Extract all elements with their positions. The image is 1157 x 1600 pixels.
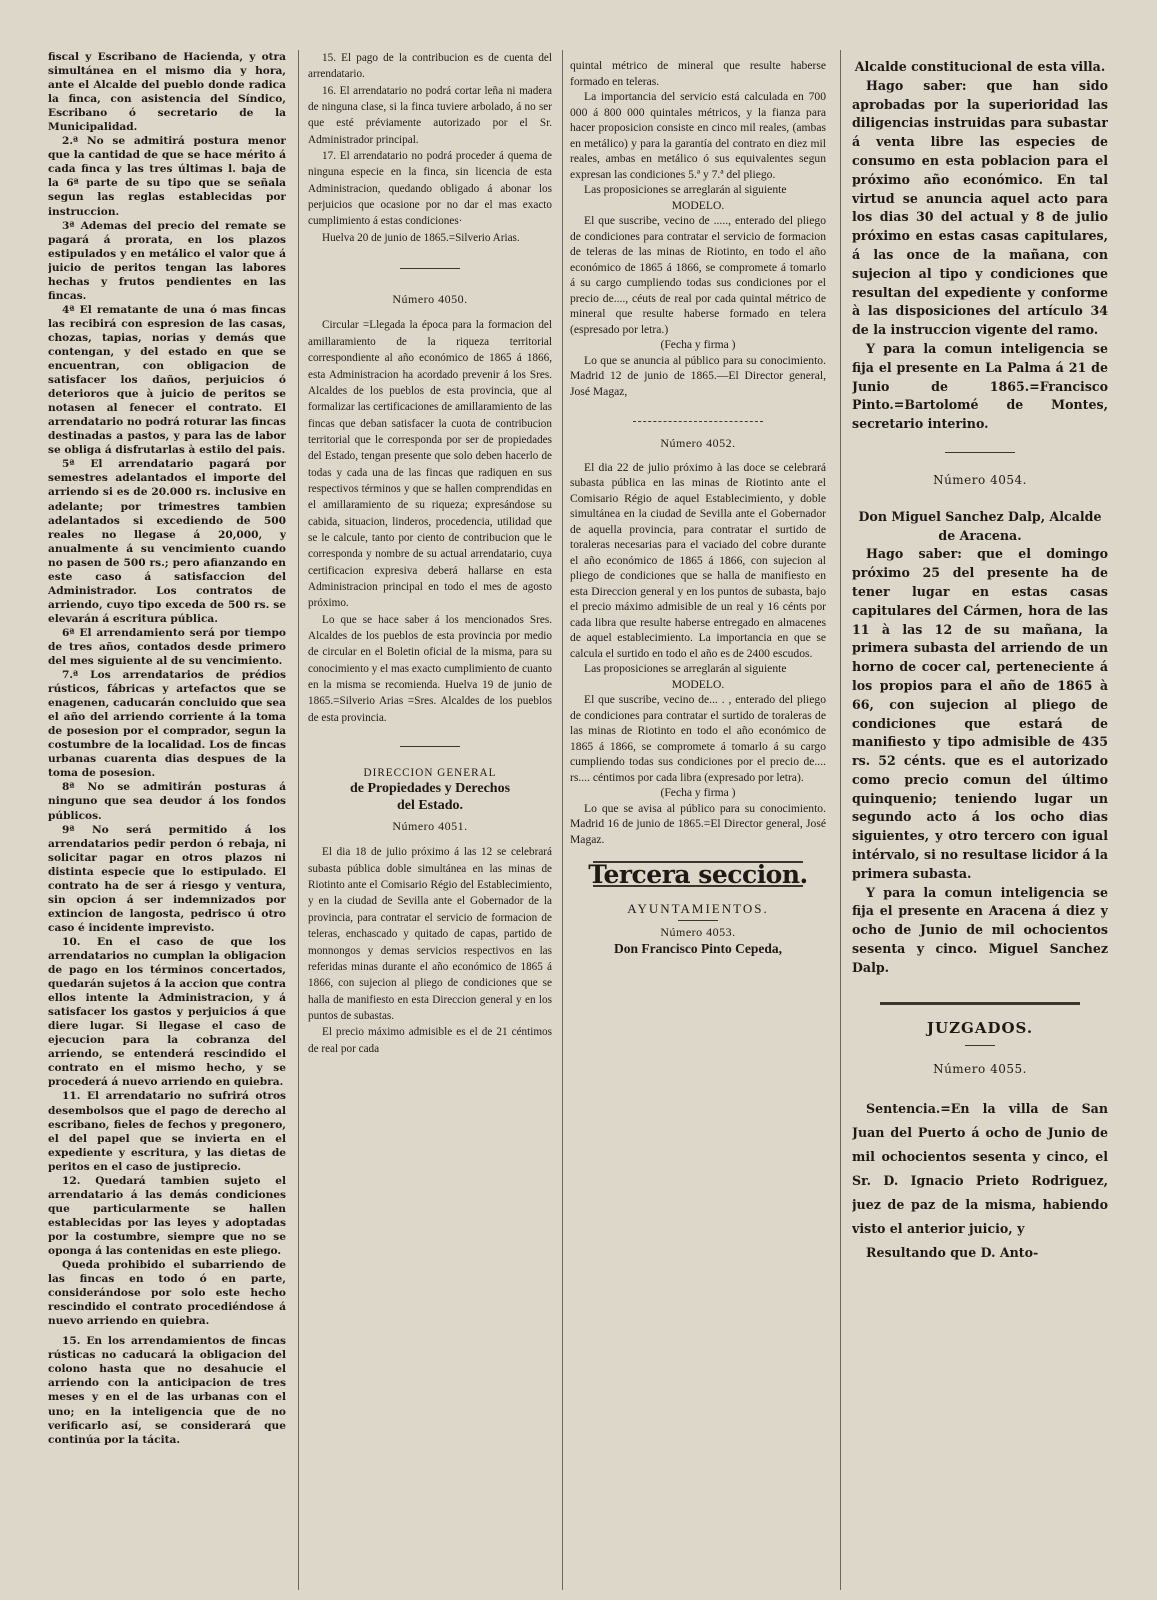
section-number: Número 4052. (660, 436, 736, 450)
paragraph: Don Miguel Sanchez Dalp, Alcalde de Aracena. (858, 508, 1102, 543)
paragraph: 2.ª No se admitirá postura menor que la cantidad de que se hace mérito á cada finca y las tres últimas l. baja de la 6ª parte de su tipo que se señala segun las reglas establecidas por instruccion. (48, 135, 286, 218)
column-rule-2 (562, 50, 563, 1590)
paragraph: 15. El pago de la contribucion es de cuenta del arrendatario. (308, 52, 552, 81)
paragraph: 15. En los arrendamientos de fincas rústicas no caducará la obligacion del colono hasta que no desahucie el arriendo con la anticipacion de tres meses y en el de las urbanas con el uno; en la inteligencia que de no verificarlo así, se considerará que continúa por la tácita. (48, 1335, 286, 1446)
section-heading: del Estado. (396, 797, 464, 813)
paragraph: El que suscribe, vecino de ....., enterado del pliego de condiciones para contratar el servicio de formacion de teleras de las minas de Riotinto, en todo el año económico de 1865 á 1866, se compromete á tomarlo á su cargo cumpliendo todas sus condiciones por el precio de...., céuts de real por cada quintal métrico de mineral que resulte haberse formado en telera (espresado por letra.) (570, 214, 826, 336)
paragraph: Lo que se avisa al público para su conocimiento. Madrid 16 de junio de 1865.=El Director general, José Magaz. (570, 801, 826, 846)
paragraph: Las proposiciones se arreglarán al siguiente (584, 183, 787, 196)
signature-line: Huelva 20 de junio de 1865.=Silverio Arias. (322, 231, 520, 244)
paragraph: 17. El arrendatario no podrá proceder á quema de ninguna especie en la finca, sin licencia de esta Administracion, quedando obligado á abonar los perjuicios que ocasione por no dar el mas exacto cumplimiento á estas condiciones· (308, 150, 552, 228)
paragraph: fiscal y Escribano de Hacienda, y otra simultánea en el mismo dia y hora, ante el Alcalde del pueblo donde radica la finca, con asistencia del Síndico, Escribano ó secretario de la Municipalidad. (48, 51, 286, 134)
date-signature-note: (Fecha y firma ) (660, 786, 736, 799)
section-heading: DIRECCION GENERAL (363, 767, 497, 780)
paragraph: El que suscribe, vecino de... . , enterado del pliego de condiciones para contratar el surtido de toraleras de las minas de Riotinto en todo el año económico de 1865 á 1866, se compromete á tomarlo á su cargo cumpliendo todas sus condiciones por el precio de.... rs.... céntimos por cada libra (expresado por letra). (570, 693, 826, 784)
paragraph: La importancia del servicio está calculada en 700 000 á 800 000 quintales métricos, y la fianza para hacer proposicion consiste en cinco mil reales, (ambas en metálico) y para la garantía del contrato en diez mil reales, ambas en metálico ó sus equivalentes segun expresan las condiciones 5.ª y 7.ª del pliego. (570, 90, 826, 181)
paragraph: Hago saber: que han sido aprobadas por la superioridad las diligencias instruidas para subastar á venta libre las especies de consumo en esta poblacion para el próximo año económico. En tal virtud se anuncia aquel acto para los dias 30 del actual y 8 de julio próximo en estas casas capitulares, á las once de la mañana, con sujecion al tipo y condiciones que resultan del expediente y conforme à las disposiciones del artículo 34 de la instruccion vigente del ramo. (852, 77, 1108, 338)
divider (945, 452, 1015, 453)
paragraph: 5ª El arrendatario pagará por semestres adelantados el importe del arriendo si es de 20.000 rs. inclusive en adelante; por trimestres tambien adelantados si excediendo de 500 reales no llegase á 20,000, y anualmente á su vencimiento cuando no pasen de 500 rs.; pero afianzando en este caso á satisfaccion del Administrador. Los contratos de arriendo, cuyo tipo exceda de 500 rs. se elevarán á escritura pública. (48, 458, 286, 625)
column-4 (852, 58, 1108, 1265)
paragraph: Y para la comun inteligencia se fija el presente en La Palma á 21 de Junio de 1865.=Francisco Pinto.=Bartolomé de Montes, secretario interino. (852, 340, 1108, 432)
paragraph: 11. El arrendatario no sufrirá otros desembolsos que el pago de derecho al escribano, fieles de fechos y pregonero, el del papel que se invierta en el expediente y escritura, y las dietas de peritos en el caso de justiprecio. (48, 1090, 286, 1173)
paragraph: El precio máximo admisible es el de 21 céntimos de real por cada (308, 1026, 552, 1055)
section-heading: AYUNTAMIENTOS. (627, 900, 769, 916)
paragraph: El dia 18 de julio próximo á las 12 se celebrará subasta pública doble simultánea en las minas de Riotinto ante el Comisario Régio del Establecimiento, y en la ciudad de Sevilla ante el Gobernador de la provincia, para contratar el servicio de formacion de teleras, enchascado y quitado de capas, partido de monnongos y demas servicios respectivos en las referidas minas durante el año económico de 1865 á 1866, con sujecion al pliego de condiciones que se halla de manifiesto en esta Direccion general y en los puntos de subastas. (308, 846, 552, 1022)
section-title: Tercera seccion. (588, 860, 808, 889)
paragraph: Resultando que D. Anto- (866, 1245, 1039, 1261)
paragraph: 3ª Ademas del precio del remate se pagará á prorata, en los plazos estipulados y en metálico el valor que á juicio de peritos tengan las labores hechas y frutos pendientes en las fincas. (48, 219, 286, 302)
section-number: Número 4054. (933, 472, 1027, 487)
model-label: MODELO. (671, 198, 725, 212)
paragraph: 6ª El arrendamiento será por tiempo de tres años, contados desde primero del mes siguiente al de su vencimiento. (48, 626, 286, 668)
paragraph: 12. Quedará tambien sujeto el arrendatario á las demás condiciones que particularmente se hallen establecidas por las leyes y adoptadas por la costumbre, siempre que no se oponga á las contenidas en este pliego. (48, 1174, 286, 1257)
section-heading: de Propiedades y Derechos (349, 781, 511, 797)
column-2 (308, 50, 552, 1057)
section-number: Número 4053. (660, 925, 736, 939)
paragraph: 7.ª Los arrendatarios de prédios rústicos, fábricas y artefactos que se enagenen, caducarán concluido que sea el año del arriendo corriente á la toma de posesion por el comprador, segun la costumbre de la localidad. Los de fincas urbanas cuarenta dias despues de la toma de posesion. (48, 669, 286, 780)
paragraph: Queda prohibido el subarriendo de las fincas en todo ó en parte, considerándose por solo este hecho rescindido el contrato procediéndose á nuevo arriendo en quiebra. (48, 1259, 286, 1328)
divider (400, 268, 460, 269)
divider (880, 1002, 1080, 1005)
divider (633, 421, 763, 422)
column-1 (48, 50, 286, 1447)
paragraph: quintal métrico de mineral que resulte haberse formado en teleras. (570, 59, 826, 88)
paragraph: Alcalde constitucional de esta villa. (854, 59, 1106, 74)
paragraph: 9ª No será permitido á los arrendatarios pedir perdon ó rebaja, ni solicitar pagar en otros plazos ni distinta especie que lo estipulado. El contrato ha de ser á riesgo y ventura, sin opcion á ser indemnizados por extincion de langosta, pedrisco ú otro caso é incidente imprevisto. (48, 823, 286, 934)
column-3 (570, 58, 826, 956)
column-rule-3 (840, 50, 841, 1590)
column-rule-1 (298, 50, 299, 1590)
section-number: Número 4051. (392, 819, 468, 834)
paragraph: Sentencia.=En la villa de San Juan del Puerto á ocho de Junio de mil ochocientos sesenta y cinco, el Sr. D. Ignacio Prieto Rodriguez, juez de paz de la misma, habiendo visto el anterior juicio, y (852, 1101, 1108, 1237)
paragraph: Las proposiciones se arreglarán al siguiente (584, 662, 787, 675)
paragraph: Circular =Llegada la época para la formacion del amillaramiento de la riqueza territorial correspondiente al año económico de 1865 á 1866, esta Administracion ha acordado prevenir á los Sres. Alcaldes de los pueblos de esta provincia, que al formalizar las certificaciones de amillaramiento de las fincas que deban satisfacer la cuota de contribucion territorial que le corresponda por ser de propiedades del Estado, tengan presente que solo deben hacerlo de todas y cada una de las fincas que radiquen en sus respectivos términos y que se hallen comprendidas en el amillaramiento de su riqueza; expresándose su cabida, situacion, linderos, procedencia, utilidad que se le calcule, tanto por ciento de contribucion que le corresponda y nombre de su actual arrendatario, cuya certificacion expresiva deberá hallarse en esta Administracion principal en todo el mes de agosto próximo. (308, 319, 552, 610)
paragraph: El dia 22 de julio próximo à las doce se celebrará subasta pública en las minas de Riotinto ante el Comisario Régio de aquel Establecimiento, y doble simultánea en la ciudad de Sevilla ante el Gobernador de aquella provincia, para contratar el surtido de toraleras necesarias para el vaciado del cobre durante el año económico de 1865 á 1866, con sujecion al pliego de condiciones que se halla de manifiesto en esta Direccion general y en los puntos de subasta, bajo el precio máximo admisible de un real y 16 cénts por cada libra que resulte haberse entregado en almacenes de aquel establecimiento. La importancia en que se calcula el surtido en todo el año es de 2400 escudos. (570, 460, 826, 660)
date-signature-note: (Fecha y firma ) (660, 338, 736, 351)
divider (678, 920, 718, 921)
paragraph: 4ª El rematante de una ó mas fincas las recibirá con espresion de las casas, chozas, tapias, norias y demás que contengan, y del estado en que se encuentran, con obligacion de satisfacer los daños, perjuicios ó deterioros que à juicio de peritos se notasen al fenecer el contrato. El arrendatario no podrá roturar las fincas destinadas a pastos, y para las de labor se obliga á disfrutarlas à estilo del pais. (48, 303, 286, 457)
section-number: Número 4050. (392, 292, 468, 307)
section-heading: JUZGADOS. (926, 1018, 1034, 1037)
paragraph: Hago saber: que el domingo próximo 25 del presente ha de tener lugar en estas casas capitulares del Cármen, hora de las 11 à las 12 de su mañana, la primera subasta del arriendo de un horno de cocer cal, perteneciente á los propios para el año de 1865 à 66, con sujecion al pliego de condiciones que estará de manifiesto y tipo admisible de 435 rs. 52 cénts. que es el autorizado como precio comun del último quinquenio; teniendo lugar un segundo acto á los ocho dias siguientes, y otro tercero con igual intérvalo, si no resultase licidor á la primera subasta. (852, 546, 1108, 881)
paragraph: Lo que se anuncia al público para su conocimiento. Madrid 12 de junio de 1865.—El Director general, José Magaz, (570, 353, 826, 398)
section-number: Número 4055. (933, 1062, 1027, 1077)
divider (965, 1045, 995, 1046)
announcement-author: Don Francisco Pinto Cepeda, (614, 940, 782, 956)
paragraph: Lo que se hace saber á los mencionados Sres. Alcaldes de los pueblos de esta provincia por medio de circular en el Boletin oficial de la misma, para su conocimiento y el mas exacto cumplimiento de cuanto en la misma se recomienda. Huelva 19 de junio de 1865.=Silverio Arias =Sres. Alcaldes de los pueblos de esta provincia. (308, 613, 552, 724)
paragraph: Y para la comun inteligencia se fija el presente en Aracena á diez y ocho de Junio de mil ochocientos sesenta y cinco. Miguel Sanchez Dalp. (852, 884, 1108, 975)
paragraph: 16. El arrendatario no podrá cortar leña ni madera de ninguna clase, si la finca tuviere arbolado, á no ser que esté préviamente autorizado por el Sr. Administrador principal. (308, 84, 552, 146)
divider (400, 746, 460, 747)
model-label: MODELO. (671, 677, 725, 691)
paragraph: 8ª No se admitirán posturas á ninguno que sea deudor á los fondos públicos. (48, 781, 286, 822)
paragraph: 10. En el caso de que los arrendatarios no cumplan la obligacion de pago en los términos concertados, quedarán sujetos á la accion que contra ellos intente la Administracion, y á satisfacer los gastos y perjuicios á que diere lugar. Si llegase el caso de ejecucion para la cobranza del arriendo, se entenderá rescindido el contrato en el mismo hecho, y se procederá á nuevo arriendo en quiebra. (48, 935, 286, 1089)
